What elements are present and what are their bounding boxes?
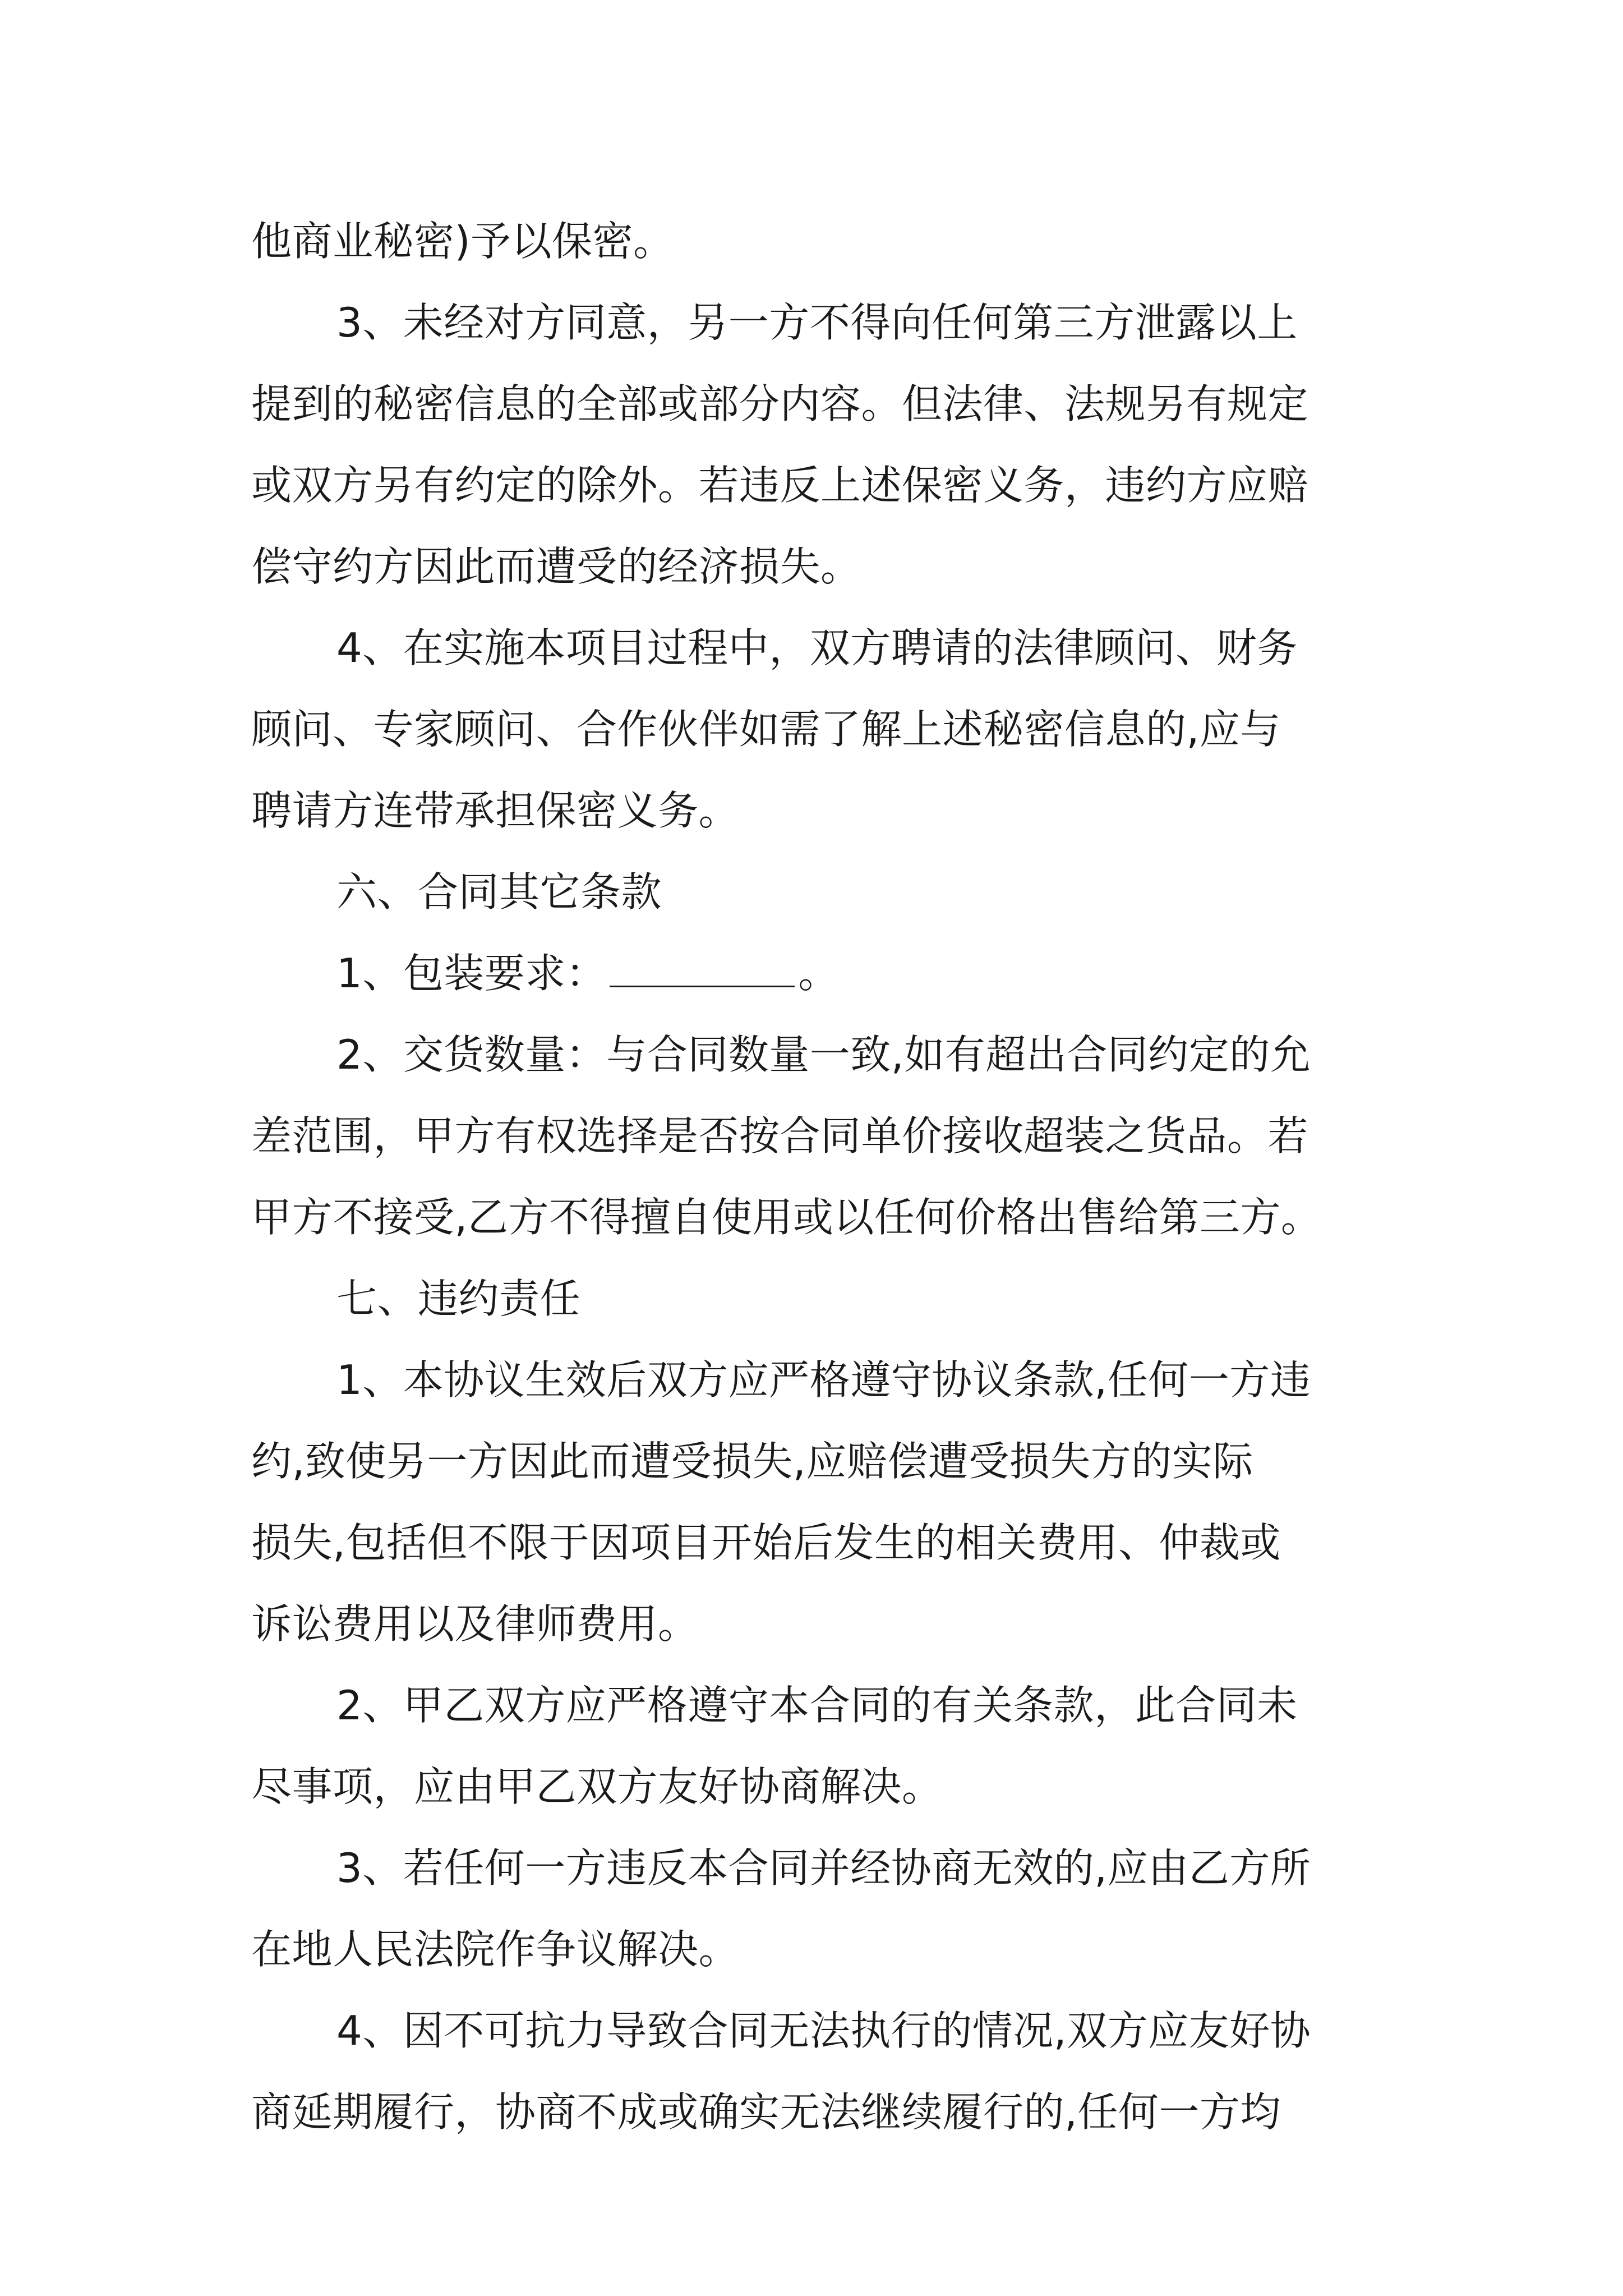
text-line: 差范围，甲方有权选择是否按合同单价接收超装之货品。若 xyxy=(251,1112,1309,1159)
text-line: 2、甲乙双方应严格遵守本合同的有关条款，此合同未 xyxy=(336,1682,1298,1729)
text-line: 提到的秘密信息的全部或部分内容。但法律、法规另有规定 xyxy=(251,380,1309,427)
fill-in-blank xyxy=(610,953,795,987)
text-line: 4、在实施本项目过程中，双方聘请的法律顾问、财务 xyxy=(336,624,1298,671)
text-line: 4、因不可抗力导致合同无法执行的情况,双方应友好协 xyxy=(336,2007,1311,2054)
section-heading: 七、违约责任 xyxy=(336,1275,581,1322)
text-line: 偿守约方因此而遭受的经济损失。 xyxy=(251,543,861,590)
text-line: 损失,包括但不限于因项目开始后发生的相关费用、仲裁或 xyxy=(251,1519,1281,1566)
text-line: 或双方另有约定的除外。若违反上述保密义务，违约方应赔 xyxy=(251,462,1309,509)
section-heading: 六、合同其它条款 xyxy=(336,868,662,915)
text-line: 尽事项，应由甲乙双方友好协商解决。 xyxy=(251,1763,943,1810)
packaging-end: 。 xyxy=(798,950,839,997)
text-line: 顾问、专家顾问、合作伙伴如需了解上述秘密信息的,应与 xyxy=(251,706,1281,753)
text-line: 商延期履行，协商不成或确实无法继续履行的,任何一方均 xyxy=(251,2088,1281,2136)
text-line: 3、未经对方同意，另一方不得向任何第三方泄露以上 xyxy=(336,299,1298,346)
text-line: 他商业秘密)予以保密。 xyxy=(251,218,674,265)
packaging-line xyxy=(336,945,839,1001)
text-line: 聘请方连带承担保密义务。 xyxy=(251,787,740,834)
text-line: 约,致使另一方因此而遭受损失,应赔偿遭受损失方的实际 xyxy=(251,1438,1253,1485)
text-line: 2、交货数量：与合同数量一致,如有超出合同约定的允 xyxy=(336,1031,1311,1078)
text-line: 3、若任何一方违反本合同并经协商无效的,应由乙方所 xyxy=(336,1844,1311,1892)
text-line: 1、本协议生效后双方应严格遵守协议条款,任何一方违 xyxy=(336,1356,1311,1404)
text-line: 甲方不接受,乙方不得擅自使用或以任何价格出售给第三方。 xyxy=(251,1194,1322,1241)
packaging-label: 1、包装要求： xyxy=(336,950,607,997)
text-line: 诉讼费用以及律师费用。 xyxy=(251,1600,699,1648)
text-line: 在地人民法院作争议解决。 xyxy=(251,1926,740,1973)
